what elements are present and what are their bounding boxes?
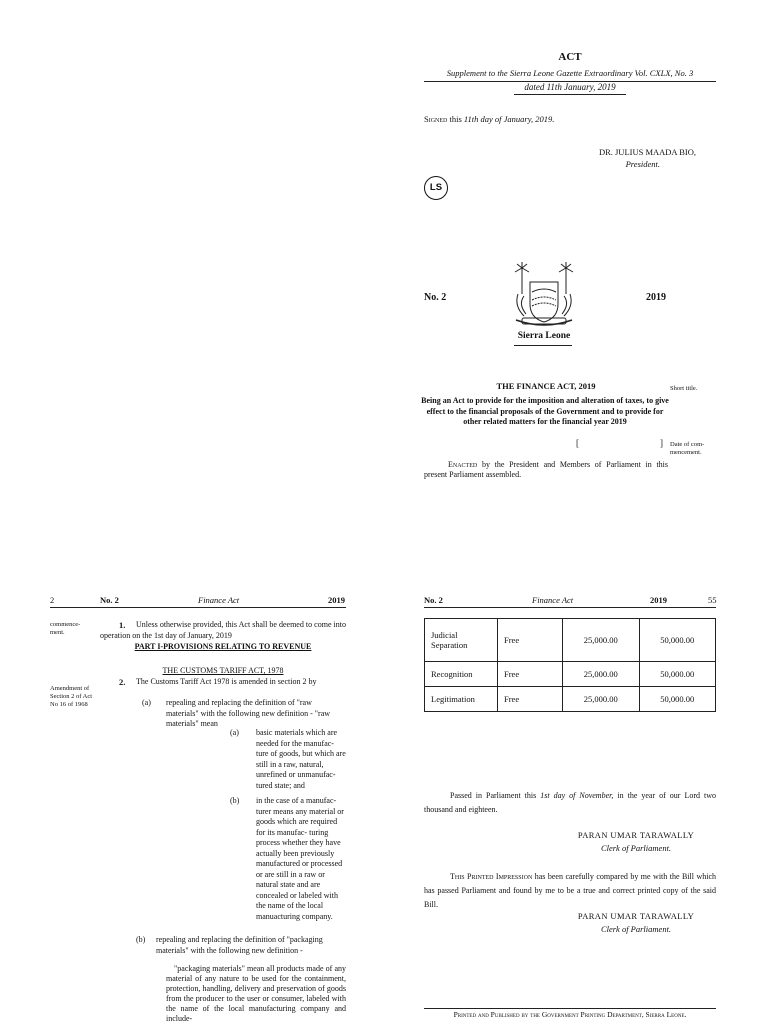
right-header-year: 2019	[650, 595, 667, 605]
country-rule	[514, 345, 572, 346]
signed-date: 11th day of January, 2019.	[463, 114, 555, 124]
president-name: DR. JULIUS MAADA BIO,	[598, 147, 696, 157]
right-header-no: No. 2	[424, 595, 443, 605]
act-heading: ACT	[558, 51, 582, 63]
right-header-title: Finance Act	[532, 595, 574, 605]
clerk-title-1: Clerk of Parliament.	[600, 843, 672, 853]
left-header-year: 2019	[328, 595, 345, 605]
section-2-number: 2.	[119, 677, 126, 687]
table-row	[425, 619, 716, 662]
signed-label: Signed	[424, 114, 448, 124]
gazette-dated: dated 11th January, 2019	[524, 82, 616, 92]
table-cell: Judicial Separation	[425, 619, 498, 662]
enacted-text: by the President and Members of Parliament in this present Parliament assembled.	[424, 460, 669, 479]
table-cell: Free	[498, 687, 563, 712]
commencement-bracket-close: ]	[660, 438, 663, 448]
signed-line	[424, 114, 554, 124]
table-cell: 50,000.00	[639, 662, 716, 687]
footer-rule	[424, 1008, 716, 1009]
enacted-label: Enacted	[448, 460, 478, 469]
commencement-note: commence- ment.	[50, 621, 81, 636]
ls-seal: LS	[424, 176, 448, 200]
para-b-text: repealing and replacing the definition of "packaging materials" with the following new definition -	[156, 935, 323, 955]
table-cell: Free	[498, 619, 563, 662]
part-heading: PART I-PROVISIONS RELATING TO REVENUE	[134, 642, 312, 651]
printer-footer: Printed and Published by the Government Printing Department, Sierra Leone.	[453, 1010, 687, 1019]
amendment-note: Amendment of Section 2 of Act No 16 of 1968	[50, 685, 93, 708]
left-header-title: Finance Act	[198, 595, 240, 605]
section-2-text: The Customs Tariff Act 1978 is amended in section 2 by	[136, 677, 317, 686]
long-title: Being an Act to provide for the imposition and alteration of taxes, to give effect to the financial proposals of the Government and to provide for other related matters for the financial year 2019	[421, 396, 669, 426]
subpara-a-label: (a)	[230, 728, 239, 737]
act-year: 2019	[646, 292, 666, 303]
dated-rule	[514, 94, 626, 95]
left-page-number: 2	[50, 595, 55, 605]
table-cell: 25,000.00	[563, 662, 640, 687]
para-a-text: repealing and replacing the definition of "raw materials" with the following new definition - "raw materials" mean	[166, 698, 331, 728]
act-number: No. 2	[424, 292, 447, 303]
impression-text: has been carefully compared by me with the Bill which has passed Parliament and found by me to be a true and correct printed copy of the said Bill.	[424, 872, 717, 909]
passed-pre: Passed in Parliament this	[450, 791, 537, 800]
printed-impression	[424, 870, 716, 912]
passed-in-parliament	[424, 789, 716, 817]
table-row	[425, 687, 716, 712]
signed-this: this	[449, 114, 462, 124]
table-cell: Legitimation	[425, 687, 498, 712]
clerk-title-2: Clerk of Parliament.	[600, 924, 672, 934]
section-1-text: Unless otherwise provided, this Act shall be deemed to come into operation on the 1st day of January, 2019	[100, 620, 346, 640]
table-row	[425, 662, 716, 687]
table-cell: Free	[498, 662, 563, 687]
table-cell: Recognition	[425, 662, 498, 687]
short-title-note: Short title.	[670, 385, 698, 392]
para-b-label: (b)	[136, 935, 146, 944]
right-page-number: 55	[708, 595, 717, 605]
para-a-label: (a)	[142, 698, 151, 707]
table-cell: 25,000.00	[563, 687, 640, 712]
impression-label: This Printed Impression	[450, 872, 533, 881]
commencement-bracket-open: [	[576, 438, 579, 448]
passed-post: in the year of our Lord two thousand and eighteen.	[424, 791, 717, 814]
subpara-b-label: (b)	[230, 796, 240, 805]
packaging-definition: "packaging materials" mean all products made of any material of any nature to be used for the containment, protection, handling, delivery and preservation of goods from the producer to the user or consumer, labeled with the name of the local manufacturing company and include-	[166, 964, 346, 1023]
act-title: THE FINANCE ACT, 2019	[496, 381, 596, 391]
country-name: Sierra Leone	[517, 331, 571, 341]
clerk-name-1: PARAN UMAR TARAWALLY	[577, 830, 695, 840]
passed-date: 1st day of November,	[540, 791, 614, 800]
table-cell: 50,000.00	[639, 619, 716, 662]
enacting-clause	[424, 460, 668, 480]
left-header-rule	[50, 607, 346, 608]
commencement-date-note: Date of com- mencement.	[670, 441, 705, 456]
gazette-supplement: Supplement to the Sierra Leone Gazette Extraordinary Vol. CXLX, No. 3	[446, 68, 694, 78]
table-cell: 50,000.00	[639, 687, 716, 712]
table-cell: 25,000.00	[563, 619, 640, 662]
subpara-b-text: in the case of a manufac- turer means any material or goods which are required for its manufac- turing process whether they have actually been previously manufactured or processed or are still in a raw or natural state and are concealed or labeled with the name of the local manuacturing company.	[256, 796, 344, 921]
coat-of-arms-icon	[508, 260, 580, 332]
president-title: President.	[625, 159, 660, 169]
customs-heading: THE CUSTOMS TARIFF ACT, 1978	[162, 666, 284, 675]
fees-table	[424, 618, 716, 712]
right-header-rule	[424, 607, 716, 608]
clerk-name-2: PARAN UMAR TARAWALLY	[577, 911, 695, 921]
section-1-number: 1.	[119, 620, 126, 630]
subpara-a-text: basic materials which are needed for the manufac- ture of goods, but which are still in a raw, natural, unrefined or unmanufac- tured state; and	[256, 728, 346, 790]
left-header-no: No. 2	[100, 595, 119, 605]
